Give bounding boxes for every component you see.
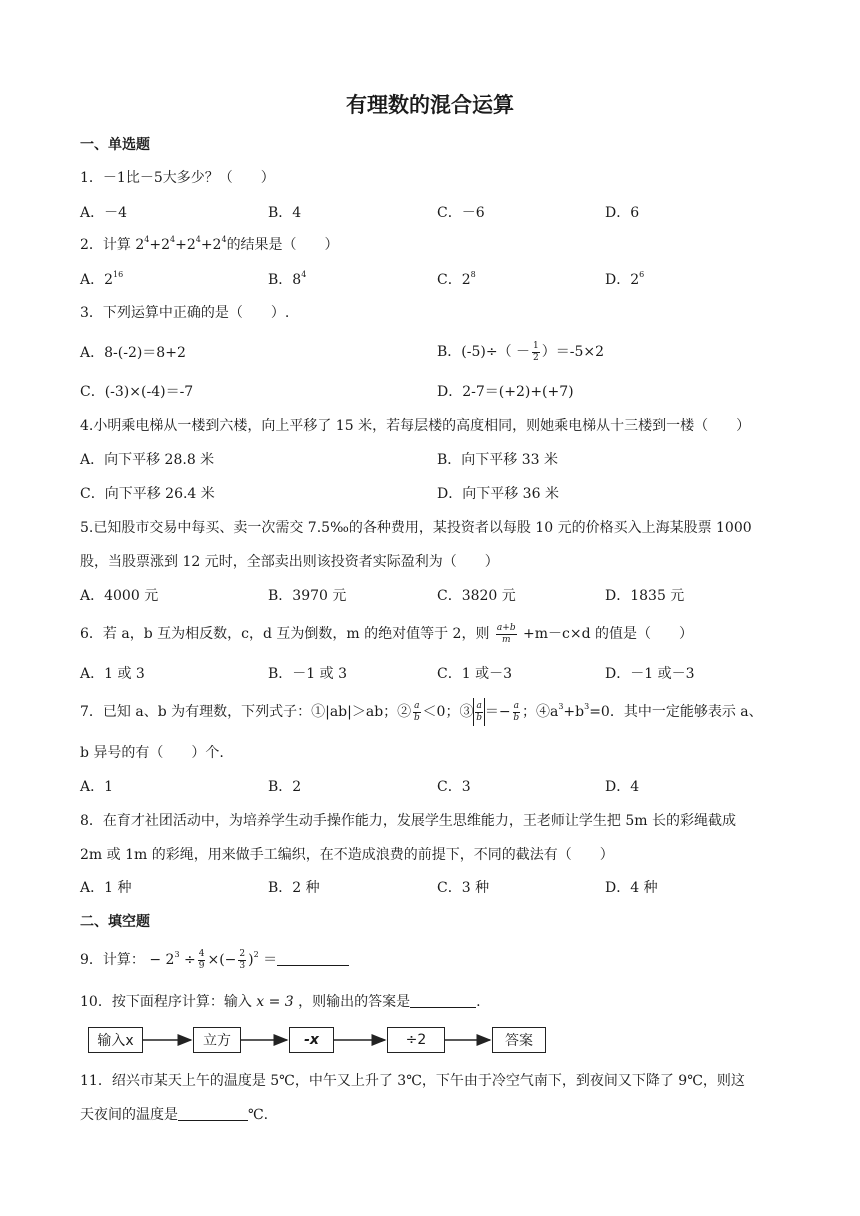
fraction-a-plus-b-over-m: $\frac{a+b}{m}$ — [496, 622, 516, 645]
question-8-stem-line2: 2m 或 1m 的彩绳，用来做手工编织，在不造成浪费的前提下，不同的截法有（ ） — [80, 847, 614, 863]
question-10-stem: 10．按下面程序计算：输入 x = 3 ，则输出的答案是 . — [80, 994, 481, 1010]
question-7-stem-line1: 7．已知 a、b 为有理数，下列式子：①|ab|＞ab；② $\frac{a}{b}$ ＜0；③ $\frac{a}{b}$ ＝− $\frac{a}{b}$ ；$④a^3+b^3=0$．其中一定能够表示 a、 — [80, 698, 763, 726]
q8-option-c: C．3 种 — [437, 880, 490, 896]
q3-option-d: D．2-7＝(+2)+(+7) — [437, 384, 574, 400]
question-9: 9．计算： − $2^3$ ÷ $\frac{4}{9}$ ×(− $\frac{2}{3}$ )$^2$ ＝ — [80, 946, 349, 974]
question-11-stem-line1: 11．绍兴市某天上午的温度是 5℃，中午又上升了 3℃，下午由于冷空气南下，到夜间又下降了 9℃，则这 — [80, 1073, 745, 1089]
q7-option-a: A．1 — [80, 779, 114, 795]
q7-option-c: C．3 — [437, 779, 471, 795]
q4-option-a: A．向下平移 28.8 米 — [80, 452, 215, 468]
q4-option-c: C．向下平移 26.4 米 — [80, 486, 215, 502]
q6-option-c: C．1 或－3 — [437, 666, 512, 682]
q6-option-b: B．－1 或 3 — [268, 666, 348, 682]
question-3-stem: 3．下列运算中正确的是（ ）. — [80, 305, 290, 321]
question-7-stem-line2: b 异号的有（ ）个. — [80, 745, 224, 761]
q1-option-c: C．－6 — [437, 205, 485, 221]
q7-option-d: D．4 — [605, 779, 640, 795]
q3-option-a: A．8-(-2)＝8+2 — [80, 345, 186, 361]
q8-option-d: D．4 种 — [605, 880, 658, 896]
question-4-stem: 4.小明乘电梯从一楼到六楼，向上平移了 15 米，若每层楼的高度相同，则她乘电梯从十三楼到一楼（ ） — [80, 418, 751, 434]
section-heading-fill-blank: 二、填空题 — [80, 914, 150, 930]
q1-option-a: A．－4 — [80, 205, 128, 221]
q2-option-b: B．$8^4$ — [268, 270, 307, 288]
q5-option-c: C．3820 元 — [437, 588, 516, 604]
question-11-stem-line2: 天夜间的温度是 ℃. — [80, 1107, 269, 1123]
q3-option-c: C．(-3)×(-4)＝-7 — [80, 384, 194, 400]
q6-option-d: D．－1 或－3 — [605, 666, 695, 682]
section-heading-single-choice: 一、单选题 — [80, 137, 150, 153]
question-8-stem-line1: 8．在育才社团活动中，为培养学生动手操作能力，发展学生思维能力，王老师让学生把 5m 长的彩绳截成 — [80, 813, 736, 829]
question-6-stem: 6．若 a，b 互为相反数，c，d 互为倒数，m 的绝对值等于 2，则 $\frac{a+b}{m}$ +m－c×d 的值是（ ） — [80, 622, 694, 645]
flow-box-divide-2: ÷2 — [387, 1027, 445, 1053]
question-5-stem-line2: 股，当股票涨到 12 元时，全部卖出则该投资者实际盈利为（ ） — [80, 554, 499, 570]
q1-option-d: D．6 — [605, 205, 640, 221]
q4-option-b: B．向下平移 33 米 — [437, 452, 559, 468]
q8-option-a: A．1 种 — [80, 880, 132, 896]
q3-option-b: B．(-5)÷（ － $\frac{1}{2}$ ）＝-5×2 — [437, 340, 605, 363]
q5-option-b: B．3970 元 — [268, 588, 347, 604]
q2-option-c: C．$2^8$ — [437, 270, 476, 288]
q6-option-a: A．1 或 3 — [80, 666, 145, 682]
q4-option-d: D．向下平移 36 米 — [437, 486, 559, 502]
answer-blank[interactable] — [178, 1120, 248, 1121]
q2-option-d: D．$2^6$ — [605, 270, 645, 288]
absolute-value-bars: $\frac{a}{b}$ — [473, 698, 484, 726]
flow-box-answer: 答案 — [492, 1027, 546, 1053]
question-2-stem: 2．计算 $2^4+2^4+2^4+2^4$的结果是（ ） — [80, 235, 339, 253]
question-5-stem-line1: 5.已知股市交易中每买、卖一次需交 7.5‰的各种费用，某投资者以每股 10 元的价格买入上海某股票 1000 — [80, 520, 752, 536]
flow-box-input: 输入x — [88, 1027, 143, 1053]
q5-option-a: A．4000 元 — [80, 588, 159, 604]
q2-option-a: A．$2^{16}$ — [80, 270, 124, 288]
q7-option-b: B．2 — [268, 779, 302, 795]
q8-option-b: B．2 种 — [268, 880, 320, 896]
q1-option-b: B．4 — [268, 205, 302, 221]
question-1-stem: 1．－1比－5大多少？（ ） — [80, 170, 275, 186]
flow-box-cube: 立方 — [193, 1027, 241, 1053]
flow-box-minus-x: -x — [289, 1027, 334, 1053]
q5-option-d: D．1835 元 — [605, 588, 685, 604]
page-title: 有理数的混合运算 — [346, 93, 514, 117]
